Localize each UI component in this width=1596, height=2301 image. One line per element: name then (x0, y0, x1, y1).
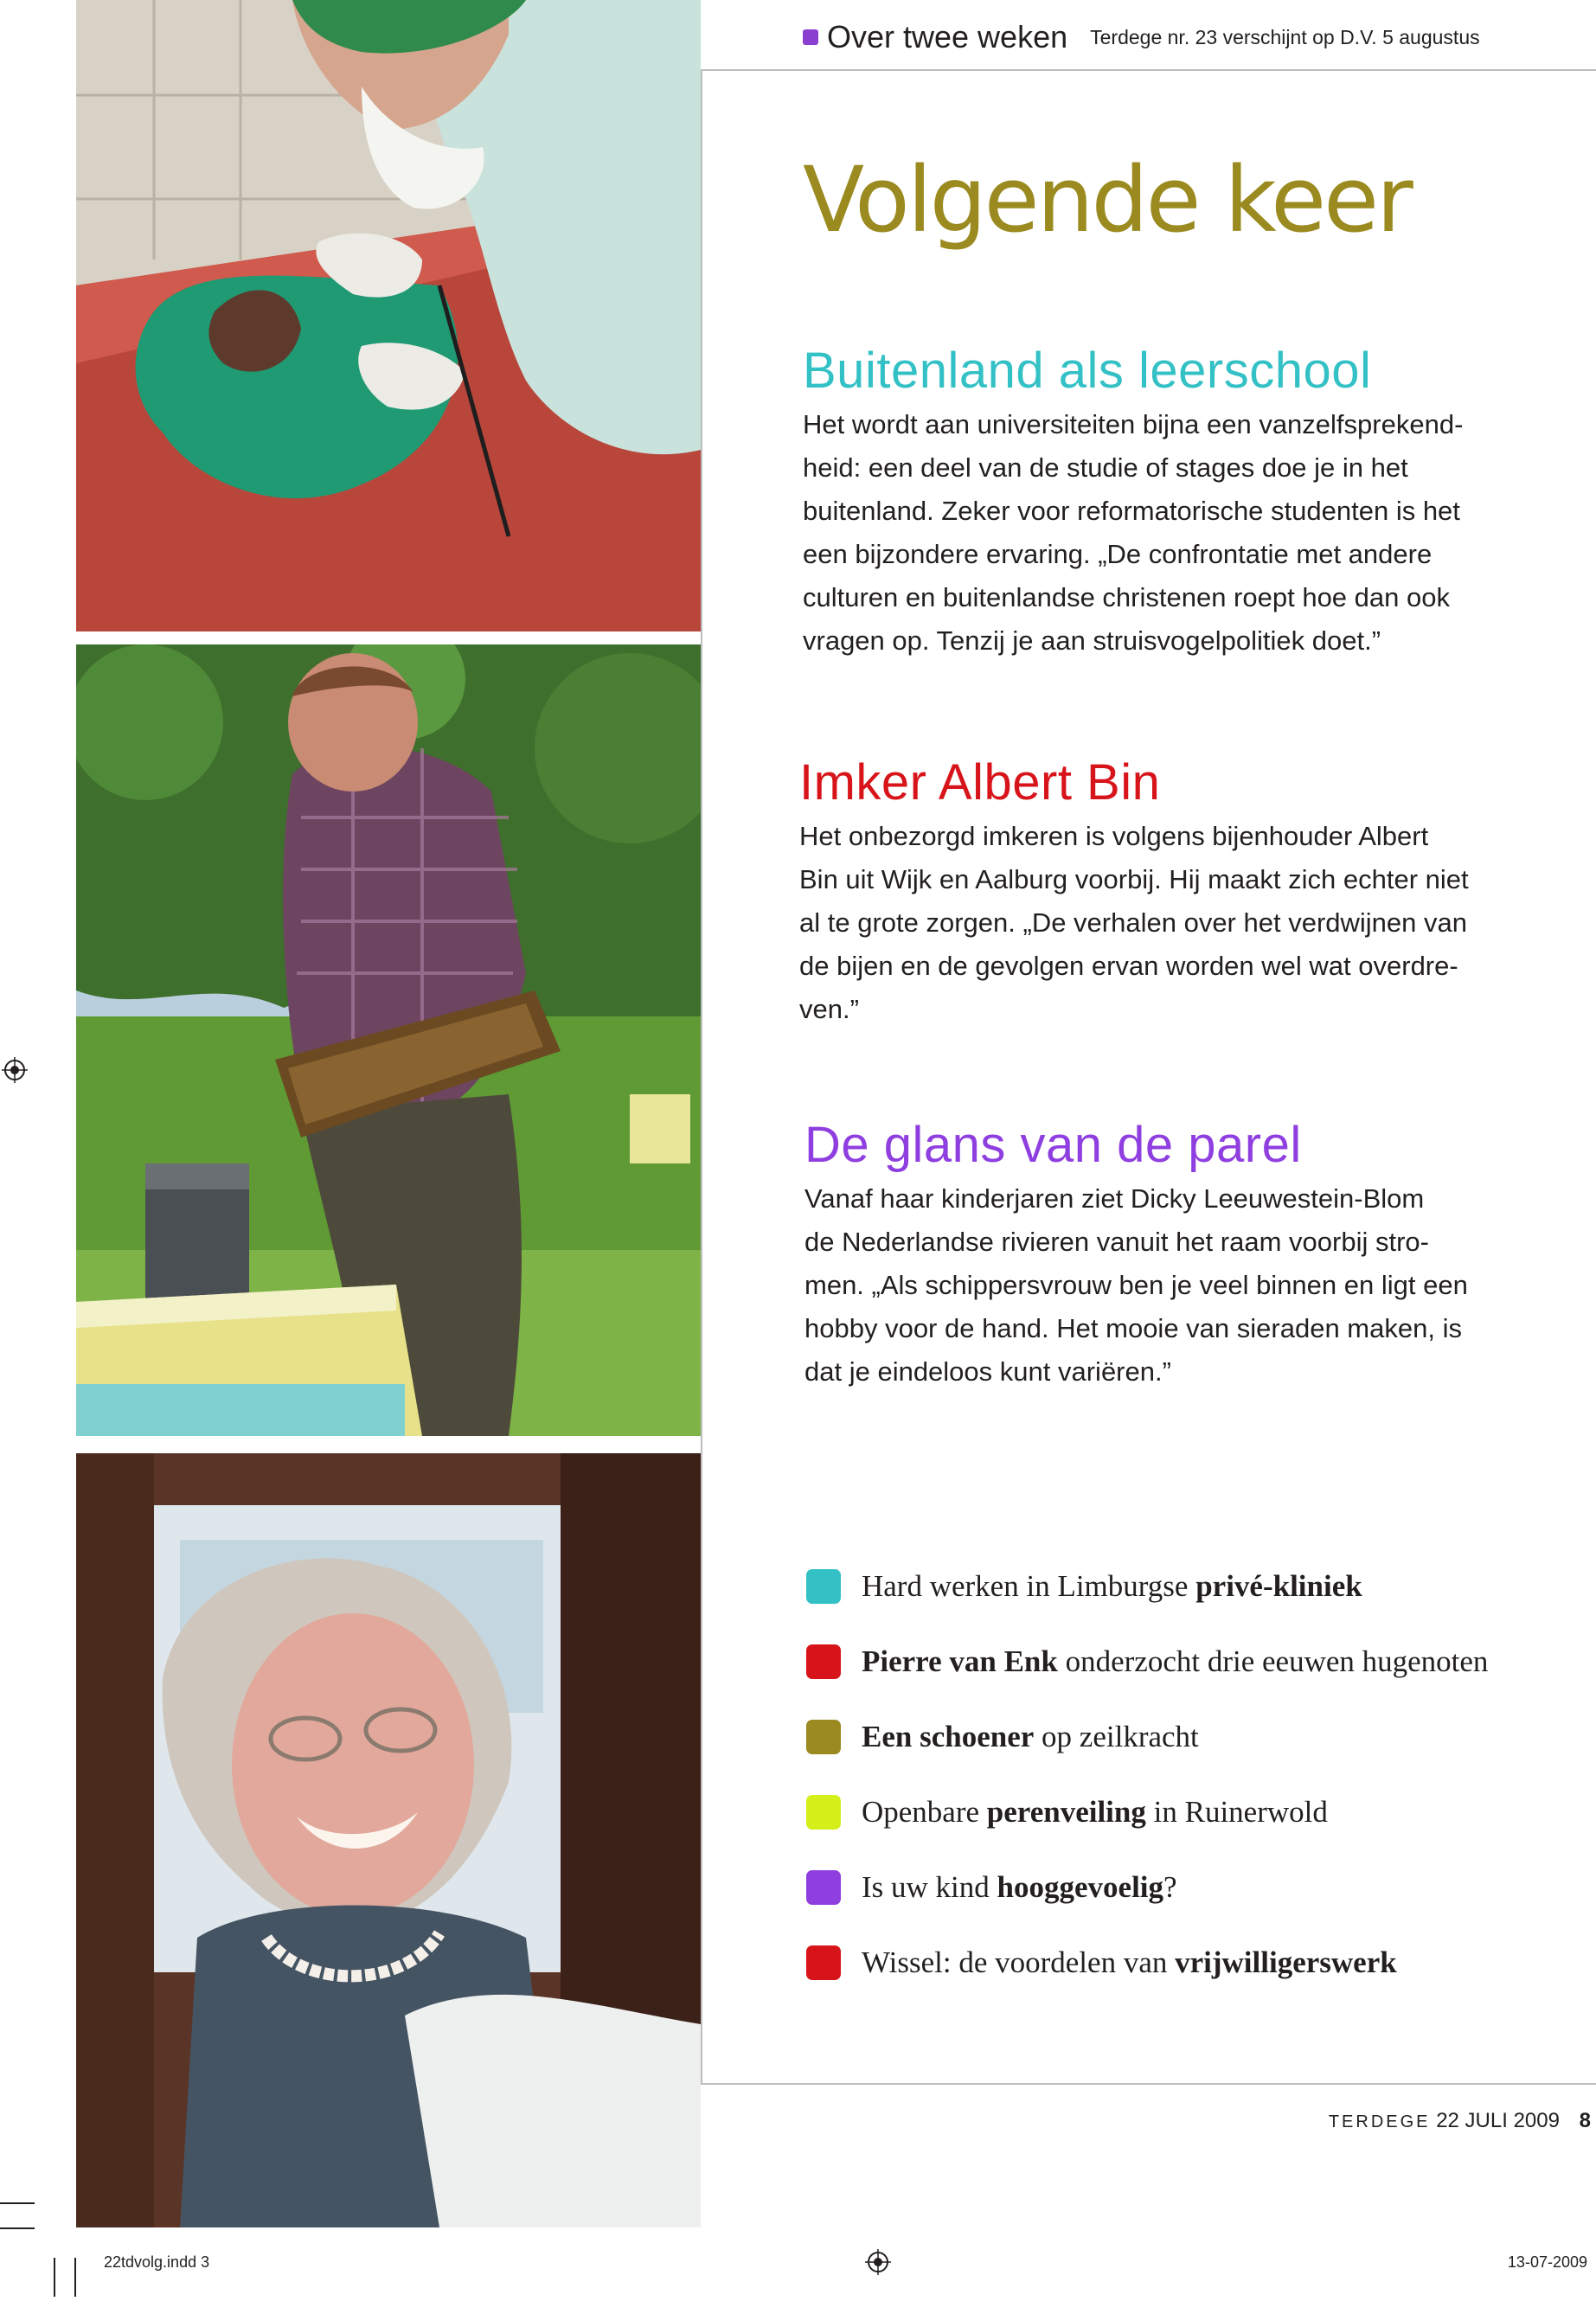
teaser-bullet (806, 1870, 841, 1905)
teaser-list (806, 1548, 1567, 2000)
body-line: ven.” (799, 994, 859, 1024)
registration-mark-icon (2, 1057, 28, 1083)
teaser-bullet (806, 1569, 841, 1604)
body-line: vragen op. Tenzij je aan struisvogelpolitiek doet.” (803, 625, 1381, 656)
body-line: de Nederlandse rivieren vanuit het raam voorbij stro- (804, 1227, 1429, 1257)
teaser-item (806, 1548, 1567, 1624)
teaser-text: Pierre van Enk onderzocht drie eeuwen hugenoten (862, 1644, 1489, 1678)
teaser-bullet (806, 1945, 841, 1980)
teaser-text: Een schoener op zeilkracht (862, 1719, 1199, 1753)
body-line: Bin uit Wijk en Aalburg voorbij. Hij maakt zich echter niet (799, 864, 1469, 894)
teaser-text: Openbare perenveiling in Ruinerwold (862, 1794, 1328, 1829)
crop-mark (74, 2258, 76, 2297)
body-line: al te grote zorgen. „De verhalen over het verdwijnen van (799, 907, 1467, 938)
registration-mark-icon (865, 2249, 891, 2275)
teaser-text: Is uw kind hooggevoelig? (862, 1869, 1177, 1904)
teaser-item (806, 1849, 1567, 1925)
article-buitenland (803, 342, 1512, 663)
teaser-bullet (806, 1795, 841, 1830)
body-line: buitenland. Zeker voor reformatorische studenten is het (803, 496, 1460, 526)
teaser-bullet (806, 1720, 841, 1754)
header-info: Terdege nr. 23 verschijnt op D.V. 5 augustus (1090, 25, 1480, 48)
photo-woman-with-pearls (76, 1453, 701, 2227)
footer-date: 22 JULI 2009 (1436, 2109, 1560, 2132)
article-heading: Buitenland als leerschool (803, 343, 1372, 399)
crop-mark (0, 2202, 35, 2204)
page-title: Volgende keer (803, 147, 1411, 253)
footer-magazine: TERDEGE (1328, 2112, 1431, 2131)
teaser-item (806, 1699, 1567, 1774)
body-line: een bijzondere ervaring. „De confrontatie met andere (803, 539, 1433, 569)
slug-filename: 22tdvolg.indd 3 (104, 2253, 210, 2271)
crop-mark (0, 2227, 35, 2229)
article-body (799, 815, 1509, 1031)
photo-beekeeper (76, 644, 701, 1436)
section-header (803, 19, 1480, 62)
article-heading: Imker Albert Bin (799, 754, 1161, 811)
crop-mark (54, 2258, 55, 2297)
teaser-item (806, 1925, 1567, 2000)
article-imker (799, 753, 1509, 1031)
page-frame-vertical (701, 69, 702, 2085)
teaser-item (806, 1624, 1567, 1699)
header-bullet (803, 29, 818, 45)
page-frame-top (702, 69, 1596, 71)
article-parel (804, 1116, 1514, 1394)
teaser-text: Hard werken in Limburgse privé-kliniek (862, 1568, 1362, 1603)
teaser-item (806, 1774, 1567, 1849)
body-line: heid: een deel van de studie of stages doe je in het (803, 452, 1408, 483)
body-line: men. „Als schippersvrouw ben je veel binnen en ligt een (804, 1270, 1468, 1300)
slug-date: 13-07-2009 (1507, 2253, 1587, 2271)
page-frame-bottom (702, 2083, 1596, 2085)
article-heading: De glans van de parel (804, 1117, 1302, 1173)
body-line: culturen en buitenlandse christenen roept hoe dan ook (803, 582, 1450, 612)
photo-surgeon-newborn (76, 0, 701, 631)
body-line: de bijen en de gevolgen ervan worden wel wat overdre- (799, 951, 1458, 981)
article-body (803, 403, 1512, 663)
article-body (804, 1177, 1514, 1394)
teaser-text: Wissel: de voordelen van vrijwilligerswerk (862, 1945, 1397, 1979)
body-line: dat je eindeloos kunt variëren.” (804, 1356, 1171, 1387)
header-kicker: Over twee weken (827, 19, 1068, 54)
body-line: Vanaf haar kinderjaren ziet Dicky Leeuwestein-Blom (804, 1183, 1425, 1214)
page-number: 8 (1579, 2109, 1591, 2132)
teaser-bullet (806, 1644, 841, 1679)
page-footer (1329, 2109, 1591, 2133)
body-line: hobby voor de hand. Het mooie van sieraden maken, is (804, 1313, 1462, 1343)
body-line: Het wordt aan universiteiten bijna een vanzelfsprekend- (803, 409, 1464, 439)
body-line: Het onbezorgd imkeren is volgens bijenhouder Albert (799, 821, 1429, 851)
